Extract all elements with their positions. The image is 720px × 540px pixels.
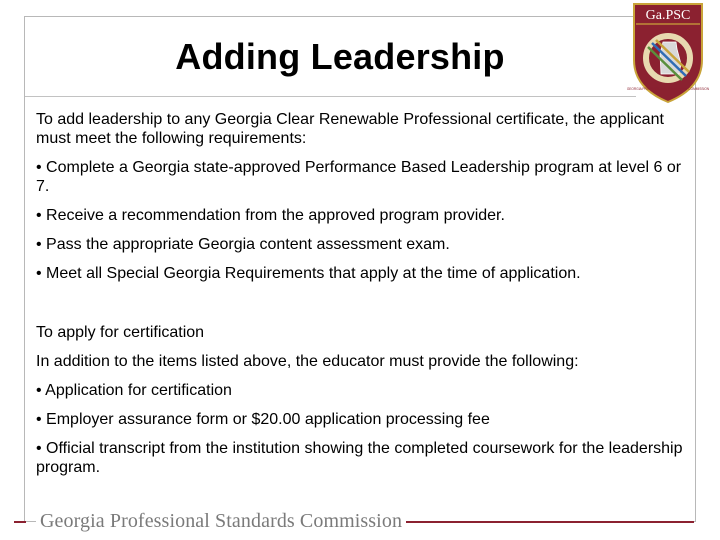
slide-title: Adding Leadership: [175, 36, 505, 77]
apply-intro: In addition to the items listed above, the educator must provide the following:: [36, 353, 579, 370]
footer-rule-right: [392, 521, 694, 523]
apply-item: • Employer assurance form or $20.00 application processing fee: [36, 411, 490, 428]
requirement-item: • Complete a Georgia state-approved Performance Based Leadership program at level 6 or 7.: [36, 159, 682, 195]
logo-arc-text: GEORGIA PROFESSIONAL STANDARDS COMMISSION: [626, 87, 710, 91]
intro-paragraph: To add leadership to any Georgia Clear Renewable Professional certificate, the applicant must meet the following requirements:: [36, 111, 664, 147]
title-divider: [25, 96, 636, 97]
requirement-item: • Meet all Special Georgia Requirements that apply at the time of application.: [36, 265, 581, 282]
footer-title: Georgia Professional Standards Commission: [36, 510, 406, 533]
ga-psc-shield-icon: [626, 2, 710, 104]
logo-text: Ga.PSC: [645, 8, 691, 23]
apply-item: • Application for certification: [36, 382, 232, 399]
apply-item: • Official transcript from the institution showing the completed coursework for the leadership program.: [36, 440, 683, 476]
requirement-item: • Pass the appropriate Georgia content assessment exam.: [36, 236, 450, 253]
footer-rule-left: [14, 521, 26, 523]
apply-heading: To apply for certification: [36, 324, 205, 341]
slide-body: [36, 110, 696, 487]
requirement-item: • Receive a recommendation from the approved program provider.: [36, 207, 505, 224]
